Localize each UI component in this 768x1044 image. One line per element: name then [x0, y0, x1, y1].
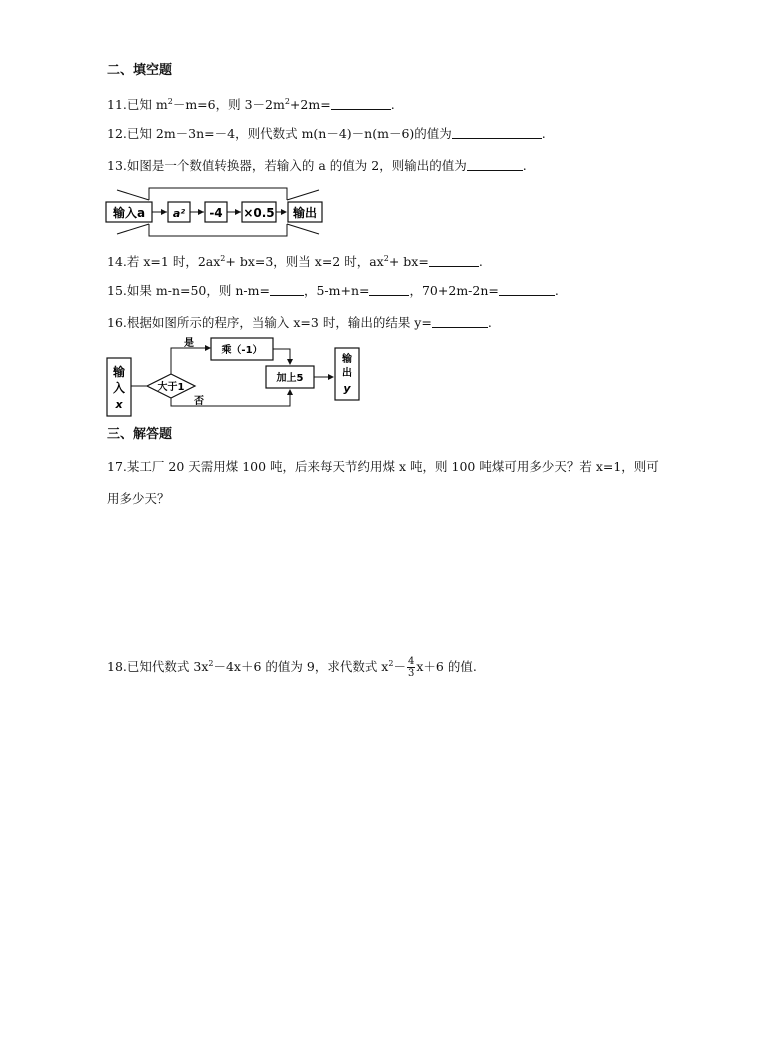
flow-output-char-3: y — [343, 382, 351, 395]
q14-answer-blank[interactable] — [429, 254, 479, 267]
q16-answer-blank[interactable] — [432, 315, 488, 328]
q18-text-b: －4x＋6 的值为 9，求代数式 x — [213, 659, 389, 674]
q18-sup: 2 — [208, 659, 214, 668]
q13-end: . — [522, 158, 527, 173]
q18-text-a: 已知代数式 3x — [126, 659, 209, 674]
q11-text-a: 已知 m — [126, 97, 168, 112]
question-16 — [107, 315, 492, 331]
flow-input-char-2: 入 — [112, 381, 126, 395]
q13-answer-blank[interactable] — [467, 158, 523, 171]
q15-blank-3[interactable] — [499, 283, 555, 296]
q14-number: 14. — [107, 254, 127, 269]
q15-number: 15. — [107, 283, 127, 298]
q14-sup: 2 — [220, 254, 226, 263]
q11-sup-2: 2 — [284, 97, 290, 106]
converter-input-label: 输入a — [112, 206, 146, 220]
q12-text: 已知 2m－3n=－4，则代数式 m(n－4)－n(m－6)的值为 — [126, 126, 452, 141]
q17-number: 17. — [107, 459, 127, 474]
converter-diagram — [103, 186, 333, 240]
question-13 — [107, 158, 527, 174]
q18-fraction-denominator: 3 — [407, 668, 415, 679]
question-17-line-1 — [107, 459, 659, 475]
q14-end: . — [478, 254, 483, 269]
q11-number: 11. — [107, 97, 127, 112]
q18-fraction-numerator: 4 — [407, 656, 415, 667]
q18-text-c: － — [393, 659, 406, 674]
flow-input-char-1: 输 — [112, 365, 126, 379]
q17-text-1: 某工厂 20 天需用煤 100 吨，后来每天节约用煤 x 吨，则 100 吨煤可用多少天？若 x=1，则可 — [126, 459, 659, 474]
q16-number: 16. — [107, 315, 127, 330]
q16-end: . — [487, 315, 492, 330]
q14-text-c: + bx= — [388, 254, 429, 269]
q14-text-b: + bx=3，则当 x=2 时，ax — [225, 254, 384, 269]
q16-text: 根据如图所示的程序，当输入 x=3 时，输出的结果 y= — [126, 315, 432, 330]
q18-text-d: x＋6 的值. — [416, 659, 477, 674]
question-11 — [107, 94, 395, 113]
q11-text-c: +2m= — [289, 97, 331, 112]
flow-decision-label: 大于1 — [157, 382, 185, 393]
q12-number: 12. — [107, 126, 127, 141]
flow-output-char-2: 出 — [342, 368, 352, 379]
section-solve-heading: 三、解答题 — [107, 427, 173, 442]
question-14 — [107, 251, 483, 270]
program-flowchart — [103, 336, 373, 420]
flow-yes-label: 是 — [184, 338, 194, 349]
q13-text: 如图是一个数值转换器，若输入的 a 的值为 2，则输出的值为 — [126, 158, 467, 173]
section-fill-heading: 二、填空题 — [107, 63, 173, 78]
question-17-line-2: 用多少天？ — [107, 491, 170, 506]
q15-blank-2[interactable] — [369, 283, 409, 296]
q14-text-a: 若 x=1 时，2ax — [126, 254, 221, 269]
q12-answer-blank[interactable] — [452, 126, 542, 139]
flow-no-label: 否 — [194, 396, 204, 407]
question-15 — [107, 283, 559, 299]
q14-sup-2: 2 — [383, 254, 389, 263]
converter-output-label: 输出 — [292, 206, 318, 220]
q15-text-a: 如果 m-n=50，则 n-m= — [126, 283, 270, 298]
flow-output-char-1: 输 — [342, 354, 352, 365]
q11-text-b: －m=6，则 3－2m — [172, 97, 285, 112]
q11-sup: 2 — [167, 97, 173, 106]
q12-end: . — [541, 126, 546, 141]
flow-input-char-3: x — [115, 398, 123, 411]
q15-text-b: ，5-m+n= — [303, 283, 370, 298]
q15-end: . — [554, 283, 559, 298]
converter-minus4-label: -4 — [209, 206, 223, 220]
converter-square-label: a² — [172, 207, 186, 220]
question-12 — [107, 126, 546, 142]
converter-times-label: ×0.5 — [243, 206, 275, 220]
q11-end: . — [390, 97, 395, 112]
q13-number: 13. — [107, 158, 127, 173]
q11-answer-blank[interactable] — [331, 97, 391, 110]
q18-fraction — [407, 656, 415, 679]
q18-number: 18. — [107, 659, 127, 674]
flow-multiply-label: 乘（-1） — [221, 345, 263, 356]
question-18 — [107, 652, 477, 679]
flow-add-label: 加上5 — [276, 373, 304, 384]
q15-blank-1[interactable] — [270, 283, 304, 296]
q18-sup-2: 2 — [388, 659, 394, 668]
q15-text-c: ，70+2m-2n= — [409, 283, 499, 298]
